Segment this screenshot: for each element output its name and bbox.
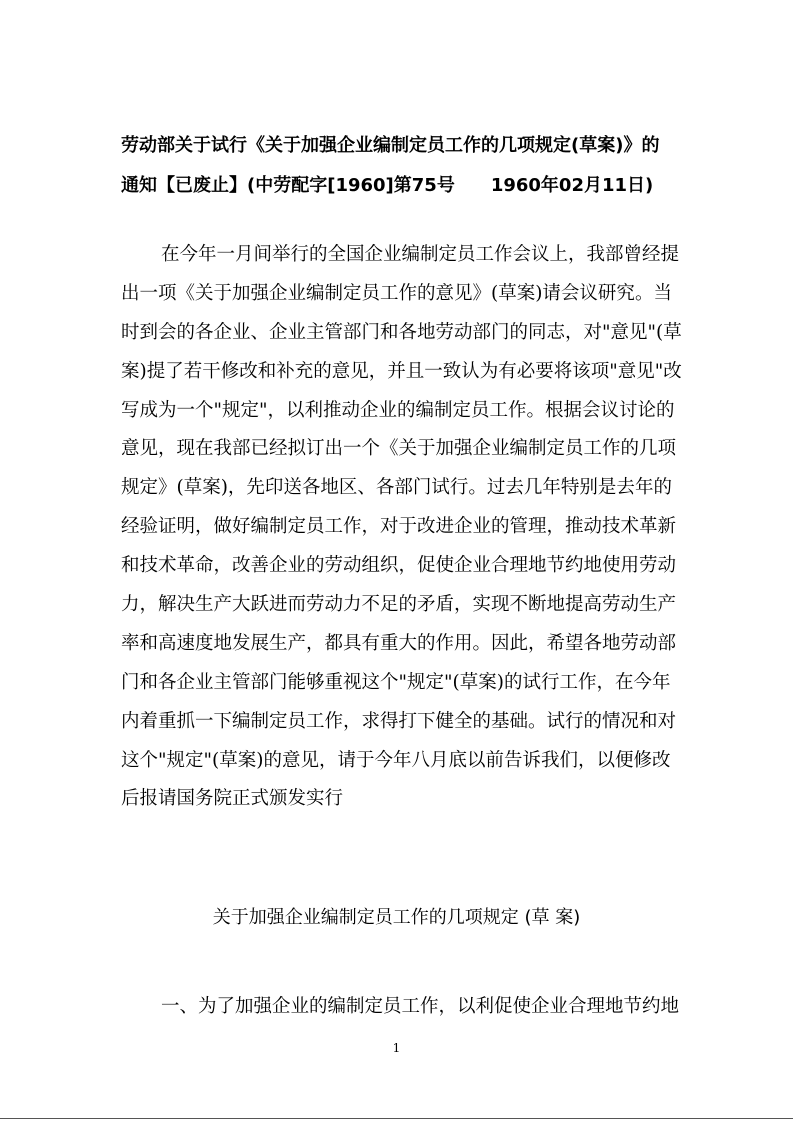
body-line: 内着重抓一下编制定员工作，求得打下健全的基础。试行的情况和对 [121, 710, 677, 732]
title-line-1: 劳动部关于试行《关于加强企业编制定员工作的几项规定(草案)》的 [121, 135, 660, 156]
body-line: 出一项《关于加强企业编制定员工作的意见》(草案)请会议研究。当 [121, 282, 672, 304]
page-number: 1 [392, 1041, 401, 1055]
clause-1-text: 一、为了加强企业的编制定员工作，以利促使企业合理地节约地 [161, 996, 680, 1017]
regulation-subtitle: 关于加强企业编制定员工作的几项规定 (草 案) [212, 907, 581, 928]
document-title [121, 126, 681, 206]
body-line: 后报请国务院正式颁发实行 [121, 788, 344, 810]
body-line: 时到会的各企业、企业主管部门和各地劳动部门的同志，对"意见"(草 [121, 321, 682, 343]
body-line: 写成为一个"规定"，以利推动企业的编制定员工作。根据会议讨论的 [121, 399, 675, 421]
body-line: 率和高速度地发展生产，都具有重大的作用。因此，希望各地劳动部 [121, 632, 677, 654]
body-line: 经验证明，做好编制定员工作，对于改进企业的管理，推动技术革新 [121, 516, 677, 538]
body-line: 力，解决生产大跃进而劳动力不足的矛盾，实现不断地提高劳动生产 [121, 594, 677, 616]
body-line: 案)提了若干修改和补充的意见，并且一致认为有必要将该项"意见"改 [121, 360, 682, 382]
body-line: 和技术革命，改善企业的劳动组织，促使企业合理地节约地使用劳动 [121, 555, 677, 577]
body-line: 在今年一月间举行的全国企业编制定员工作会议上，我部曾经提 [161, 244, 680, 265]
notice-body [121, 236, 681, 819]
body-line: 规定》(草案)，先印送各地区、各部门试行。过去几年特别是去年的 [121, 477, 672, 499]
body-line: 这个"规定"(草案)的意见，请于今年八月底以前告诉我们，以便修改 [121, 749, 671, 771]
body-line: 门和各企业主管部门能够重视这个"规定"(草案)的试行工作，在今年 [121, 671, 671, 693]
page-bottom-divider [0, 1118, 793, 1119]
body-line: 意见，现在我部已经拟订出一个《关于加强企业编制定员工作的几项 [121, 438, 677, 460]
title-line-2: 通知【已废止】(中劳配字[1960]第75号 1960年02月11日) [121, 175, 654, 196]
